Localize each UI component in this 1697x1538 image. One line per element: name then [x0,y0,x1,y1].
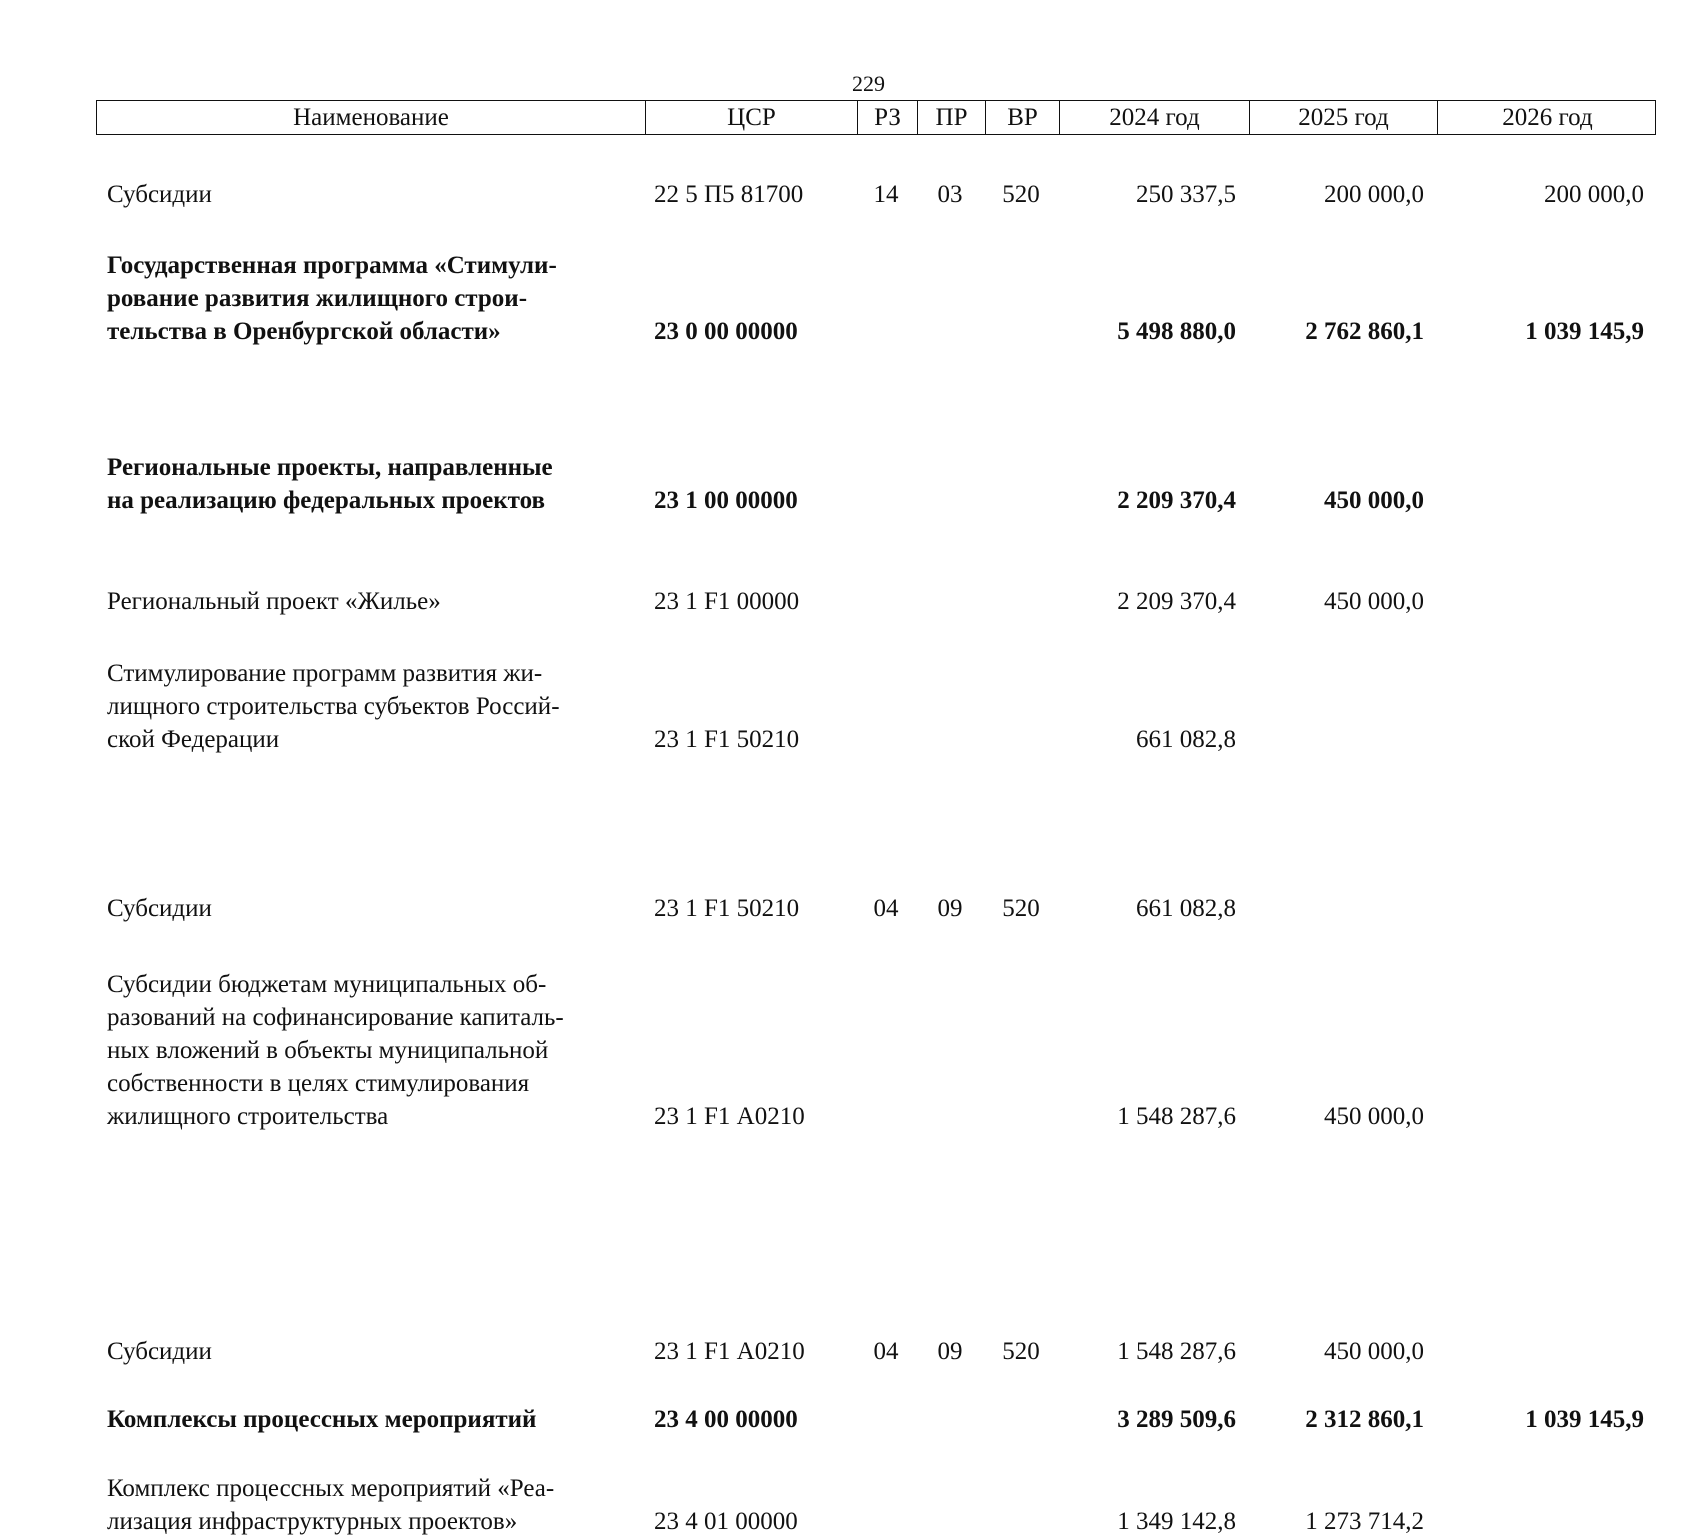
row-name-line: лизация инфраструктурных проектов» [107,1508,518,1535]
row-name-line: Субсидии [107,895,212,922]
table-row [96,585,1656,618]
row-name-line: лищного строительства субъектов Россий- [107,693,560,720]
row-2024: 3 289 509,6 [1117,1406,1236,1433]
row-name-line: тельства в Оренбургской области» [107,318,501,345]
row-2025: 2 762 860,1 [1305,318,1424,345]
header-2025: 2025 год [1249,101,1437,134]
page-number: 229 [852,71,885,96]
row-csr: 23 1 F1 50210 [654,726,800,753]
row-2024: 2 209 370,4 [1117,588,1236,615]
table-row [96,968,1656,1133]
table-row [96,1472,1656,1538]
row-name [96,178,644,211]
header-2024: 2024 год [1059,101,1249,134]
row-csr: 23 4 01 00000 [654,1508,798,1535]
table-row [96,249,1656,348]
row-2024: 250 337,5 [1136,181,1236,208]
row-2024: 1 548 287,6 [1117,1103,1236,1130]
table-row [96,1335,1656,1368]
header-pr: ПР [917,101,985,134]
row-2026: 1 039 145,9 [1525,1406,1644,1433]
header-name: Наименование [293,104,449,131]
row-name-line: жилищного строительства [107,1103,389,1130]
row-name [96,249,644,348]
row-name-line: Субсидии бюджетам муниципальных об- [107,971,547,998]
row-2026: 200 000,0 [1544,181,1644,208]
row-name [96,657,644,756]
row-name-line: рование развития жилищного строи- [107,285,528,312]
row-name-line: Комплексы процессных мероприятий [107,1406,537,1433]
row-csr: 23 1 F1 50210 [654,895,800,922]
row-name-line: на реализацию федеральных проектов [107,487,546,514]
row-2026: 1 039 145,9 [1525,318,1644,345]
row-2025: 200 000,0 [1324,181,1424,208]
row-2025: 450 000,0 [1324,487,1424,514]
table-row [96,451,1656,517]
row-rz: 04 [873,895,899,922]
row-csr: 23 1 00 00000 [654,487,798,514]
header-rz: РЗ [857,101,917,134]
row-name [96,968,644,1133]
row-name-line: Государственная программа «Стимули- [107,252,557,279]
row-csr: 22 5 П5 81700 [654,181,804,208]
row-vr: 520 [1002,1338,1040,1365]
row-2025: 2 312 860,1 [1305,1406,1424,1433]
row-name-line: ных вложений в объекты муниципальной [107,1037,549,1064]
row-csr: 23 1 F1 00000 [654,588,800,615]
table-row [96,892,1656,925]
row-csr: 23 4 00 00000 [654,1406,798,1433]
row-name-line: Комплекс процессных мероприятий «Реа- [107,1475,555,1502]
row-pr: 09 [937,1338,963,1365]
table-header [96,100,1656,135]
row-name [96,1403,644,1436]
row-name [96,451,644,517]
row-2024: 5 498 880,0 [1117,318,1236,345]
row-2025: 450 000,0 [1324,1103,1424,1130]
row-csr: 23 0 00 00000 [654,318,798,345]
row-2025: 450 000,0 [1324,588,1424,615]
row-vr: 520 [1002,895,1040,922]
row-name [96,585,644,618]
table-row [96,657,1656,756]
row-name [96,1335,644,1368]
row-name [96,892,644,925]
table-row [96,178,1656,211]
row-pr: 09 [937,895,963,922]
row-name-line: собственности в целях стимулирования [107,1070,530,1097]
row-name-line: Субсидии [107,181,212,208]
row-name-line: Субсидии [107,1338,212,1365]
row-2024: 661 082,8 [1136,726,1236,753]
row-csr: 23 1 F1 А0210 [654,1338,805,1365]
row-name-line: Региональный проект «Жилье» [107,588,441,615]
row-pr: 03 [937,181,963,208]
row-name [96,1472,644,1538]
row-rz: 14 [873,181,899,208]
row-name-line: ской Федерации [107,726,280,753]
header-csr: ЦСР [645,101,857,134]
row-2025: 1 273 714,2 [1305,1508,1424,1535]
row-2024: 2 209 370,4 [1117,487,1236,514]
row-csr: 23 1 F1 А0210 [654,1103,805,1130]
row-rz: 04 [873,1338,899,1365]
row-2024: 1 548 287,6 [1117,1338,1236,1365]
row-2024: 1 349 142,8 [1117,1508,1236,1535]
row-2025: 450 000,0 [1324,1338,1424,1365]
row-2024: 661 082,8 [1136,895,1236,922]
row-name-line: Стимулирование программ развития жи- [107,660,543,687]
header-2026: 2026 год [1437,101,1657,134]
header-vr: ВР [985,101,1059,134]
row-vr: 520 [1002,181,1040,208]
row-name-line: разований на софинансирование капиталь- [107,1004,564,1031]
row-name-line: Региональные проекты, направленные [107,454,553,481]
table-row [96,1403,1656,1436]
